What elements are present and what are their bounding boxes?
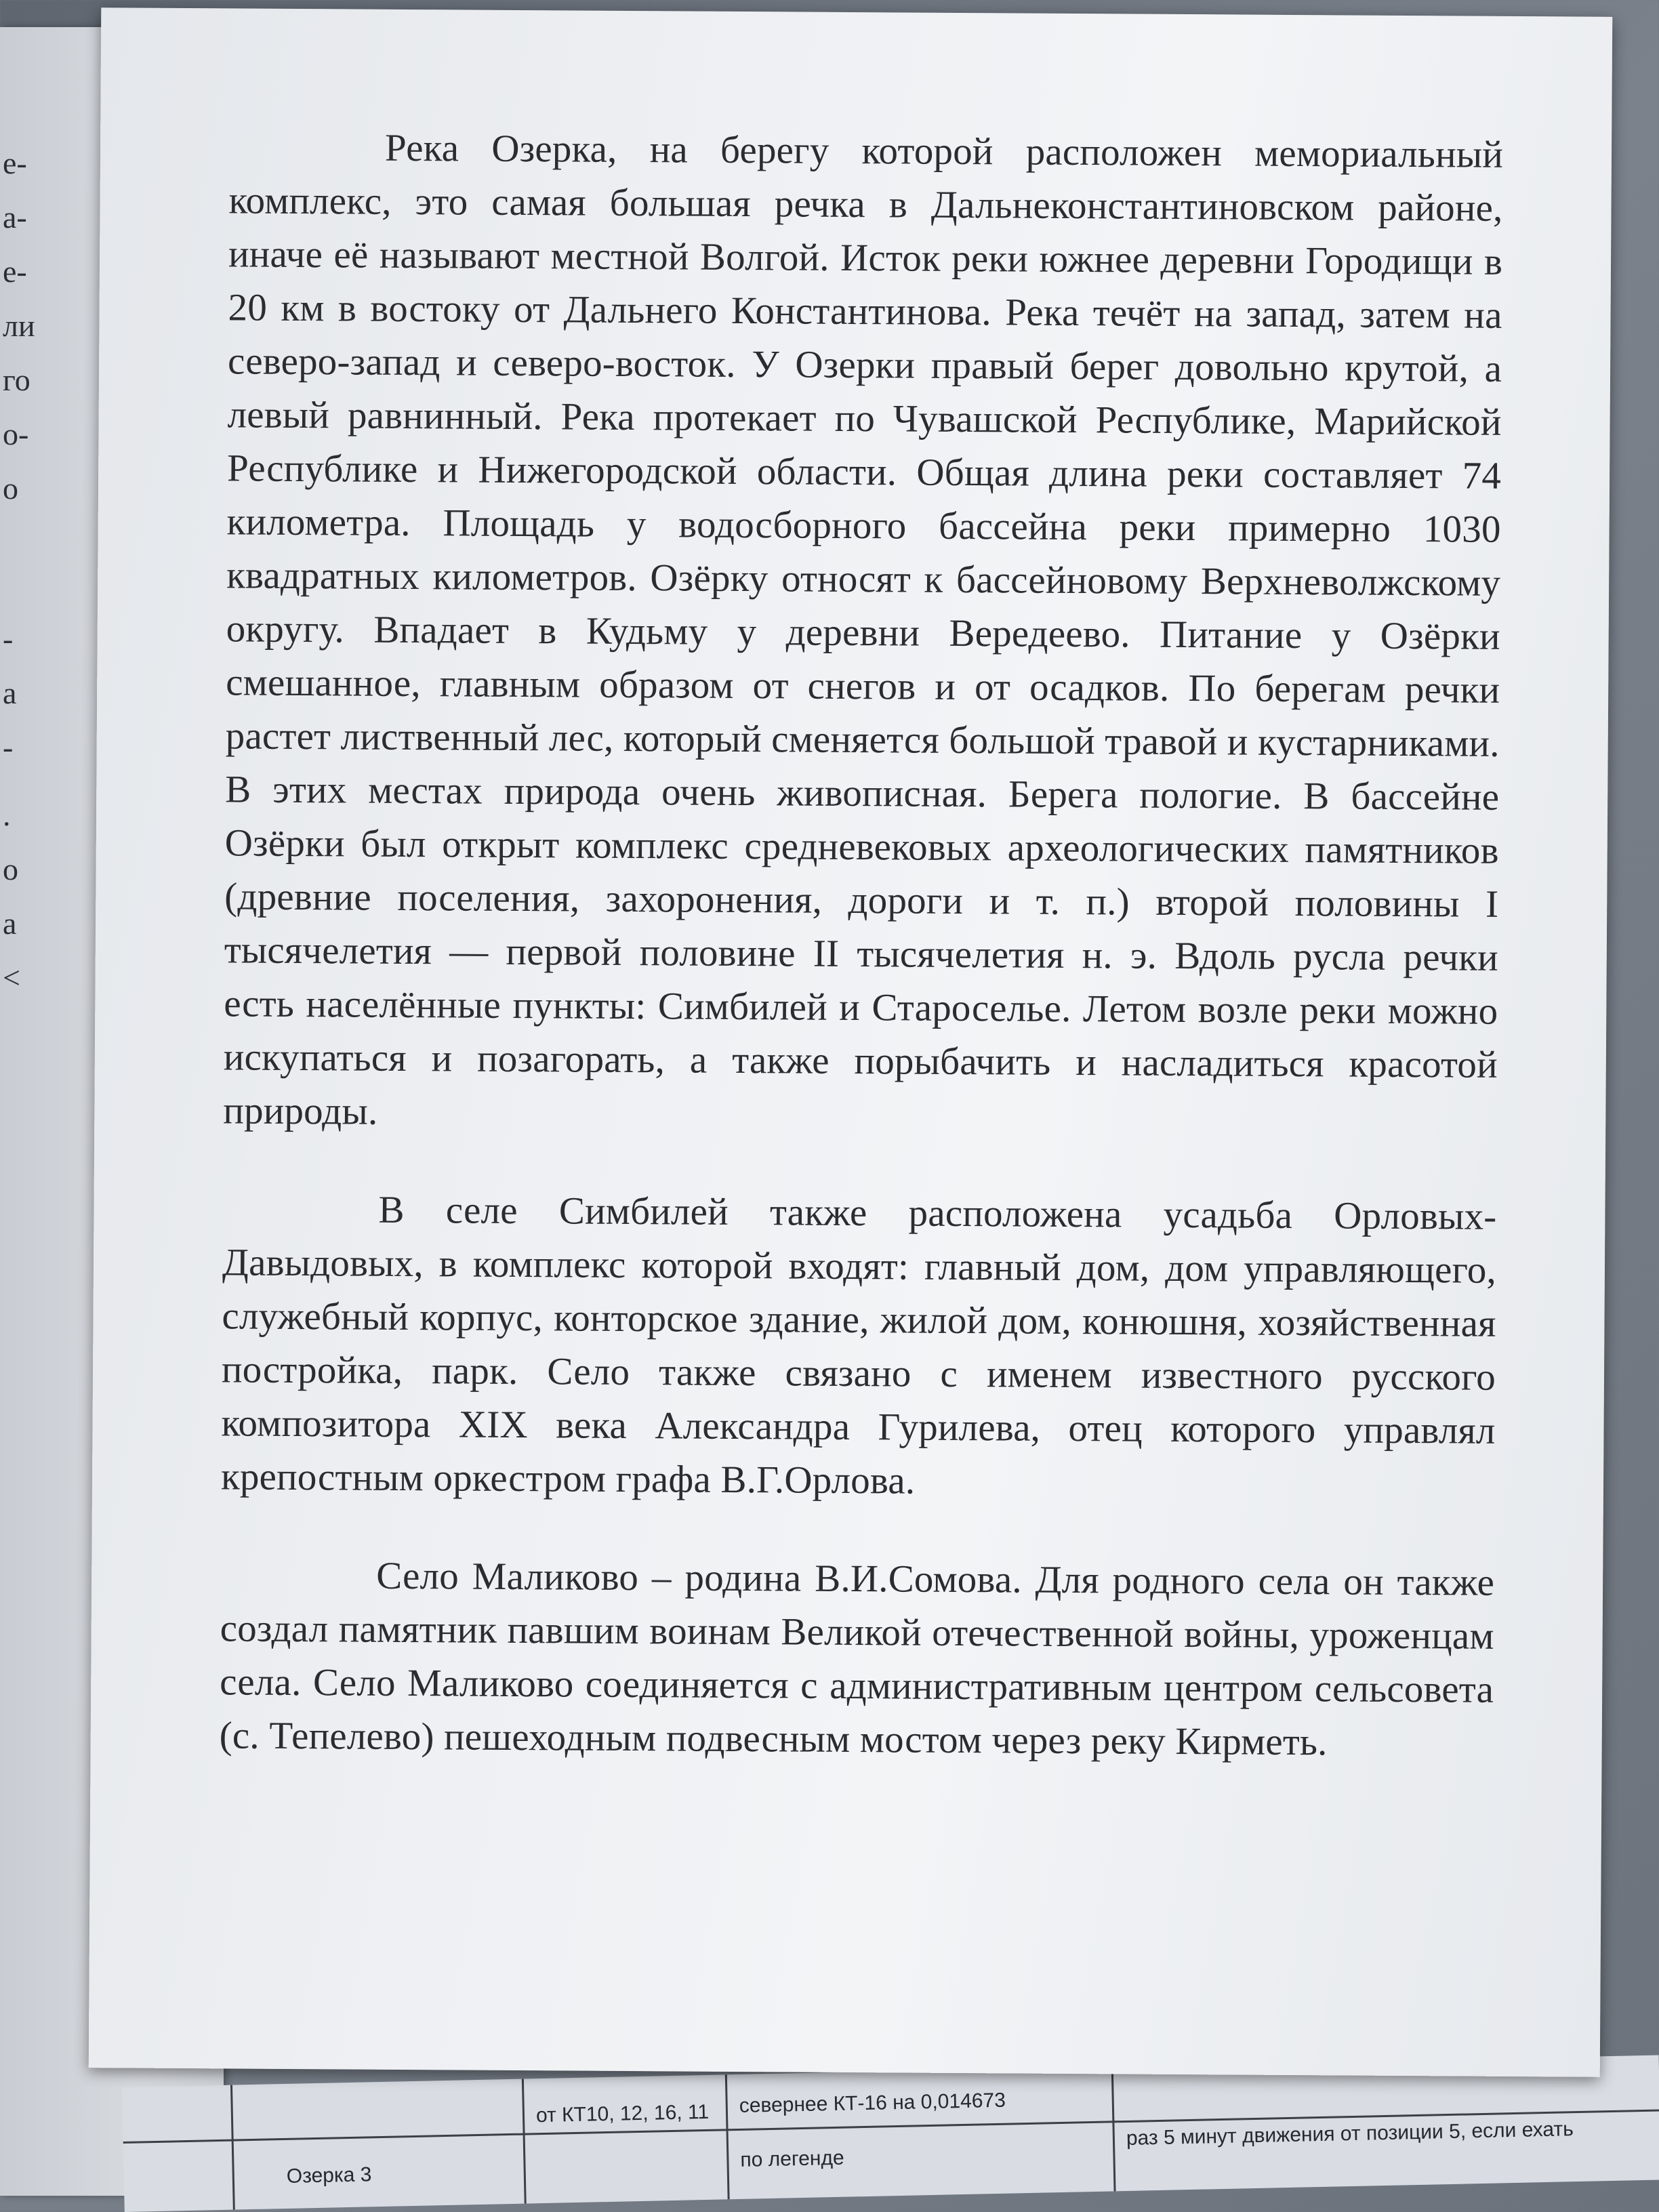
table-cell: севернее КТ-16 на 0,014673 [739,2089,1006,2117]
left-fragment: го [3,363,30,397]
left-fragment: - [3,621,14,656]
page-body [219,120,1503,1769]
underlying-table-sheet [122,2055,1659,2212]
table-rule [725,2074,730,2199]
left-fragment: а [3,676,17,710]
left-fragment: е- [3,146,27,180]
table-cell: по легенде [740,2146,844,2171]
table-rule [230,2085,235,2210]
paragraph-ozerka-river: Река Озерка, на берегу которой расположен мемориальный комплекс, это самая большая речка в Дальнеконстантиновском районе, иначе её называют местной Волгой. Исток реки южнее деревни Городищи в 20 км в востоку от Дальнего Константинова. Река течёт на запад, затем на северо-запад и северо-восток. У Озерки правый берег довольно крутой, а левый равнинный. Река протекает по Чувашской Республике, Марийской Республике и Нижегородской области. Общая длина реки составляет 74 километра. Площадь у водосборного бассейна реки примерно 1030 квадратных километров. Озёрку относят к бассейновому Верхневолжскому округу. Впадает в Кудьму у деревни Вередеево. Питание у Озёрки смешанное, главным образом от снегов и от осадков. По берегам речки растет лиственный лес, который сменяется большой травой и кустарниками. В этих местах природа очень живописная. Берега пологие. В бассейне Озёрки был открыт комплекс средневековых археологических памятников (древние поселения, захоронения, дороги и т. п.) второй половины I тысячелетия — первой половине II тысячелетия н. э. Вдоль русла речки есть населённые пункты: Симбилей и Староселье. Летом возле реки можно искупаться и позагорать, а также порыбачить и насладиться красотой природы. [223,126,1504,1133]
left-fragment: е- [3,254,27,289]
paragraph-simbiley-estate: В селе Симбилей также расположена усадьба Орловых-Давыдовых, в комплекс которой входят: главный дом, дом управляющего, служебный корпус, конторское здание, жилой дом, конюшня, хозяйственная постройка, парк. Село также связано с именем известного русского композитора XIX века Александра Гурилева, отец которого управлял крепостным оркестром графа В.Г.Орлова. [220,1188,1497,1502]
left-fragment: ли [3,308,35,343]
table-rule [522,2079,527,2204]
left-fragment: < [3,960,20,995]
table-cell: Озерка 3 [286,2163,372,2188]
left-fragment: а [3,906,17,941]
printed-page [89,7,1613,2077]
left-fragment: а- [3,200,27,234]
left-fragment: . [3,798,11,832]
left-fragment: - [3,730,14,764]
table-rule [1111,2066,1116,2191]
left-fragment: о [3,471,18,506]
table-cell: от КТ10, 12, 16, 11 [535,2100,710,2127]
left-fragment: о [3,852,18,886]
table-cell: раз 5 минут движения от позиции 5, если ехать [1126,2118,1574,2150]
left-fragment: о- [3,417,29,451]
paragraph-malikovo: Село Маликово – родина В.И.Сомова. Для родного села он также создал памятник павшим воинам Великой отечественной войны, уроженцам села. Село Маликово соединяется с административным центром сельсовета (с. Тепелево) пешеходным подвесным мостом через реку Кирметь. [219,1554,1495,1764]
